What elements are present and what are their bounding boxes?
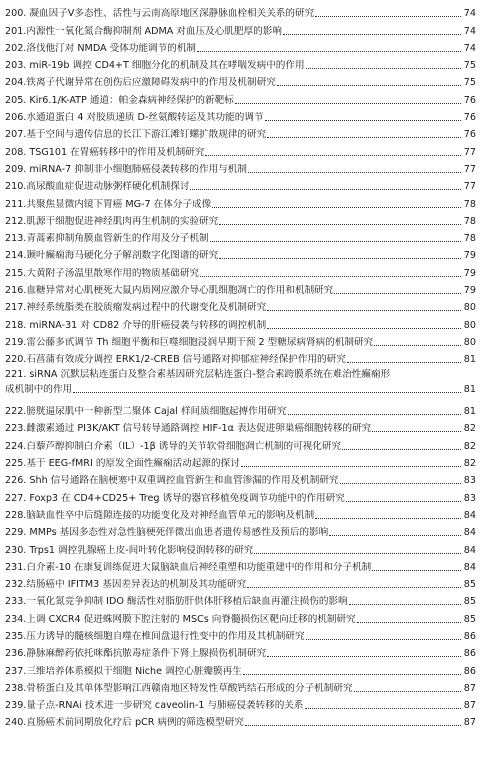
toc-entry-title: 220.石菖蒲有效成分调控 ERK1/2-CREB 信号通路对抑郁症神经保护作用的研究 bbox=[5, 354, 346, 366]
toc-entry-title: 203. miR-19b 调控 CD4+T 细胞分化的机制及其在哮喘发病中的作用 bbox=[5, 60, 305, 72]
toc-page-number: 85 bbox=[463, 613, 476, 625]
toc-entry-title: 201.内源性一氧化氮合酶抑制剂 ADMA 对血压及心肌肥厚的影响 bbox=[5, 25, 282, 37]
table-of-contents bbox=[5, 4, 476, 730]
toc-entry-title: 235.压力诱导的髓核细胞自噬在椎间盘退行性变中的作用及其机制研究 bbox=[5, 630, 305, 642]
toc-entry[interactable] bbox=[5, 367, 476, 402]
toc-entry-title: 229. MMPs 基因多态性对急性脑梗死伴微出血患者遗传易感性及预后的影响 bbox=[5, 527, 329, 539]
leader-dots bbox=[306, 68, 461, 69]
toc-entry-title: 200. 凝血因子Ⅴ多态性、活性与云南高原地区深静脉血栓相关关系的研究 bbox=[5, 8, 315, 20]
toc-entry[interactable] bbox=[5, 644, 476, 661]
leader-dots bbox=[235, 103, 461, 104]
toc-page-number: 86 bbox=[463, 630, 476, 642]
leader-dots bbox=[346, 501, 461, 502]
toc-entry[interactable] bbox=[5, 419, 476, 436]
toc-page-number: 79 bbox=[463, 285, 476, 297]
toc-entry-title: 221. siRNA 沉默层粘连蛋白及整合素基因研究层粘连蛋白-整合素跨膜系统在难治性癫痫形 bbox=[5, 369, 391, 381]
toc-page-number: 77 bbox=[463, 146, 476, 158]
toc-page-number: 85 bbox=[463, 596, 476, 608]
toc-entry-title: 202.洛伐他汀对 NMDA 受体功能调节的机制 bbox=[5, 42, 197, 54]
toc-page-number: 80 bbox=[463, 336, 476, 348]
toc-entry[interactable] bbox=[5, 592, 476, 609]
leader-dots bbox=[372, 570, 461, 571]
leader-dots bbox=[329, 535, 461, 536]
toc-page-number: 84 bbox=[463, 527, 476, 539]
toc-page-number: 82 bbox=[463, 440, 476, 452]
toc-entry[interactable] bbox=[5, 575, 476, 592]
toc-entry-title: 231.白介素-10 在康复训练促进大鼠脑缺血后神经重塑和功能重建中的作用和分子机制 bbox=[5, 561, 372, 573]
toc-entry-title: 232.结肠癌中 IFITM3 基因差异表达的机制及其功能研究 bbox=[5, 579, 247, 591]
toc-entry[interactable] bbox=[5, 315, 476, 332]
leader-dots bbox=[190, 189, 461, 190]
toc-page-number: 85 bbox=[463, 579, 476, 591]
leader-dots bbox=[200, 276, 461, 277]
leader-dots bbox=[315, 518, 461, 519]
toc-entry-title: 218. miRNA-31 对 CD82 介导的肝癌侵袭与转移的调控机制 bbox=[5, 319, 267, 331]
toc-entry-title: 210.高尿酸血症促进动脉粥样硬化机制探讨 bbox=[5, 181, 190, 193]
toc-entry-title: 236.静脉麻醉药依托咪酯抗脓毒症条件下肾上腺损伤机制研究 bbox=[5, 648, 267, 660]
toc-page-number: 78 bbox=[463, 233, 476, 245]
toc-entry[interactable] bbox=[5, 454, 476, 471]
toc-entry-title: 238.骨桥蛋白及其单体型影响江西赣南地区特发性草酸钙结石形成的分子机制研究 bbox=[5, 682, 353, 694]
leader-dots bbox=[247, 587, 461, 588]
toc-page-number: 79 bbox=[463, 250, 476, 262]
toc-entry-title: 222.膀胱逼尿肌中一种新型二聚体 Cajal 样间质细胞起搏作用研究 bbox=[5, 406, 287, 418]
toc-entry-title: 224.白藜芦醇抑制白介素（IL）-1β 诱导的关节软骨细胞凋亡机制的可视化研究 bbox=[5, 440, 342, 452]
toc-entry[interactable] bbox=[5, 471, 476, 488]
toc-entry[interactable] bbox=[5, 436, 476, 453]
toc-page-number: 81 bbox=[463, 384, 476, 396]
leader-dots bbox=[205, 155, 461, 156]
toc-entry-title: 228.脑缺血性卒中后缝隙连接的功能变化及对神经血管单元的影响及机制 bbox=[5, 509, 315, 521]
toc-page-number: 76 bbox=[463, 112, 476, 124]
toc-entry-title: 214.颞叶癫痫海马硬化分子解剖数字化图谱的研究 bbox=[5, 250, 219, 262]
toc-entry[interactable] bbox=[5, 263, 476, 280]
toc-entry[interactable] bbox=[5, 661, 476, 678]
toc-entry[interactable] bbox=[5, 125, 476, 142]
toc-entry[interactable] bbox=[5, 281, 476, 298]
toc-entry[interactable] bbox=[5, 39, 476, 56]
leader-dots bbox=[245, 725, 461, 726]
leader-dots bbox=[347, 362, 461, 363]
leader-dots bbox=[219, 224, 461, 225]
leader-dots bbox=[267, 310, 461, 311]
toc-page-number: 79 bbox=[463, 267, 476, 279]
toc-entry[interactable] bbox=[5, 229, 476, 246]
leader-dots bbox=[267, 328, 461, 329]
toc-entry-title: 233.一氧化氮竞争抑制 IDO 酶活性对脂肪肝供体肝移植后缺血再灌注损伤的影响 bbox=[5, 596, 348, 608]
toc-page-number: 86 bbox=[463, 665, 476, 677]
toc-page-number: 78 bbox=[463, 215, 476, 227]
toc-page-number: 81 bbox=[463, 406, 476, 418]
toc-page-number: 75 bbox=[463, 77, 476, 89]
toc-entry[interactable] bbox=[5, 333, 476, 350]
toc-entry[interactable] bbox=[5, 488, 476, 505]
toc-entry[interactable] bbox=[5, 4, 476, 21]
leader-dots bbox=[73, 392, 461, 393]
toc-entry-title: 208. TSG101 在胃癌转移中的作用及机制研究 bbox=[5, 146, 205, 158]
toc-page-number: 81 bbox=[463, 354, 476, 366]
toc-entry[interactable] bbox=[5, 696, 476, 713]
toc-entry-title: 239.量子点-RNAi 技术进一步研究 caveolin-1 与肺癌侵袭转移的关系 bbox=[5, 700, 304, 712]
toc-page-number: 82 bbox=[463, 458, 476, 470]
toc-page-number: 84 bbox=[463, 509, 476, 521]
toc-entry[interactable] bbox=[5, 73, 476, 90]
toc-entry[interactable] bbox=[5, 246, 476, 263]
toc-page-number: 74 bbox=[463, 42, 476, 54]
toc-entry-title: 217.神经系统脂类在胶质瘤发病过程中的代谢变化及机制研究 bbox=[5, 302, 267, 314]
leader-dots bbox=[243, 674, 461, 675]
toc-page-number: 84 bbox=[463, 544, 476, 556]
toc-entry-title: 225.基于 EEG-fMRI 的原发全面性癫痫活动起源的探讨 bbox=[5, 458, 240, 470]
toc-page-number: 80 bbox=[463, 319, 476, 331]
leader-dots bbox=[265, 120, 461, 121]
toc-page-number: 83 bbox=[463, 475, 476, 487]
leader-dots bbox=[340, 483, 461, 484]
leader-dots bbox=[357, 622, 461, 623]
toc-entry-title: 207.基于空间与遗传信息的长江下游江滩钉螺扩散规律的研究 bbox=[5, 129, 267, 141]
toc-entry[interactable] bbox=[5, 108, 476, 125]
leader-dots bbox=[349, 604, 461, 605]
toc-entry-title-continued: 成机制中的作用 bbox=[5, 384, 73, 396]
toc-page-number: 74 bbox=[463, 25, 476, 37]
toc-entry[interactable] bbox=[5, 627, 476, 644]
toc-page-number: 77 bbox=[463, 181, 476, 193]
leader-dots bbox=[283, 34, 461, 35]
leader-dots bbox=[197, 51, 461, 52]
leader-dots bbox=[334, 293, 461, 294]
toc-page-number: 83 bbox=[463, 492, 476, 504]
leader-dots bbox=[267, 656, 461, 657]
leader-dots bbox=[305, 708, 462, 709]
toc-entry[interactable] bbox=[5, 713, 476, 730]
toc-page-number: 87 bbox=[463, 682, 476, 694]
toc-entry-title: 227. Foxp3 在 CD4+CD25+ Treg 诱导的器官移植免疫调节功能中的作用研究 bbox=[5, 492, 345, 504]
toc-entry-title: 215.大黄附子汤温里散寒作用的物质基础研究 bbox=[5, 267, 200, 279]
toc-entry[interactable] bbox=[5, 558, 476, 575]
toc-entry[interactable] bbox=[5, 506, 476, 523]
toc-entry-title: 223.雌激素通过 PI3K/AKT 信号转导通路调控 HIF-1α 表达促进卵巢癌细胞转移的研究 bbox=[5, 423, 372, 435]
toc-page-number: 74 bbox=[463, 8, 476, 20]
toc-entry[interactable] bbox=[5, 523, 476, 540]
toc-entry[interactable] bbox=[5, 540, 476, 557]
leader-dots bbox=[212, 207, 461, 208]
leader-dots bbox=[354, 691, 461, 692]
toc-entry-title: 219.雷公藤多甙调节 Th 细胞平衡和巨噬细胞浸润早期干预 2 型糖尿病肾病的机制研究 bbox=[5, 336, 374, 348]
toc-page-number: 87 bbox=[463, 700, 476, 712]
leader-dots bbox=[342, 449, 461, 450]
leader-dots bbox=[315, 16, 461, 17]
toc-page-number: 76 bbox=[463, 94, 476, 106]
toc-page-number: 80 bbox=[463, 302, 476, 314]
toc-entry-title: 230. Trps1 调控乳腺癌上皮-间叶转化影响侵润转移的研究 bbox=[5, 544, 254, 556]
toc-page-number: 87 bbox=[463, 717, 476, 729]
leader-dots bbox=[241, 466, 461, 467]
toc-entry[interactable] bbox=[5, 350, 476, 367]
toc-entry[interactable] bbox=[5, 142, 476, 159]
toc-entry[interactable] bbox=[5, 194, 476, 211]
leader-dots bbox=[288, 414, 462, 415]
leader-dots bbox=[277, 85, 461, 86]
toc-entry-title: 234.上调 CXCR4 促进蛛网膜下腔注射的 MSCs 向脊髓损伤区靶向迁移的机制研究 bbox=[5, 613, 356, 625]
toc-entry-title: 237.三维培养体系模拟干细胞 Niche 调控心脏瓣膜再生 bbox=[5, 665, 242, 677]
leader-dots bbox=[210, 241, 461, 242]
toc-entry-title: 209. miRNA-7 抑制非小细胞肺癌侵袭转移的作用与机制 bbox=[5, 163, 247, 175]
toc-page-number: 86 bbox=[463, 648, 476, 660]
leader-dots bbox=[219, 258, 461, 259]
toc-page-number: 75 bbox=[463, 60, 476, 72]
leader-dots bbox=[306, 639, 461, 640]
toc-entry[interactable] bbox=[5, 679, 476, 696]
toc-entry-title: 212.肌源干细胞促进神经肌肉再生机制的实验研究 bbox=[5, 215, 219, 227]
toc-entry[interactable] bbox=[5, 298, 476, 315]
toc-entry-title: 226. Shh 信号通路在脑梗塞中双重调控血管新生和血管渗漏的作用及机制研究 bbox=[5, 475, 339, 487]
toc-entry-title: 206.水通道蛋白 4 对胶质递质 D-丝氨酸转运及其功能的调节 bbox=[5, 112, 264, 124]
toc-entry[interactable] bbox=[5, 56, 476, 73]
leader-dots bbox=[254, 553, 461, 554]
toc-entry[interactable] bbox=[5, 402, 476, 419]
toc-page-number: 76 bbox=[463, 129, 476, 141]
toc-entry[interactable] bbox=[5, 609, 476, 626]
leader-dots bbox=[372, 431, 461, 432]
toc-entry-title: 216.血糖异常对心肌梗死大鼠内质网应激介导心肌细胞凋亡的作用和机制研究 bbox=[5, 285, 334, 297]
toc-entry-title: 213.青蒿素抑制角膜血管新生的作用及分子机制 bbox=[5, 233, 209, 245]
toc-page-number: 82 bbox=[463, 423, 476, 435]
toc-entry-title: 205. Kir6.1/K-ATP 通道：帕金森病神经保护的新靶标 bbox=[5, 94, 234, 106]
toc-page-number: 84 bbox=[463, 561, 476, 573]
toc-entry-title: 211.共聚焦显微内镜下胃癌 MG-7 在体分子成像 bbox=[5, 198, 212, 210]
toc-entry[interactable] bbox=[5, 212, 476, 229]
toc-entry[interactable] bbox=[5, 177, 476, 194]
toc-entry-title: 240.直肠癌术前同期放化疗后 pCR 病例的筛选模型研究 bbox=[5, 717, 244, 729]
toc-entry-title: 204.铁离子代谢异常在创伤后应激障碍发病中的作用及机制研究 bbox=[5, 77, 276, 89]
leader-dots bbox=[248, 172, 461, 173]
toc-page-number: 77 bbox=[463, 163, 476, 175]
toc-entry[interactable] bbox=[5, 160, 476, 177]
toc-page-number: 78 bbox=[463, 198, 476, 210]
toc-entry[interactable] bbox=[5, 90, 476, 107]
leader-dots bbox=[374, 345, 461, 346]
leader-dots bbox=[267, 137, 461, 138]
toc-entry[interactable] bbox=[5, 21, 476, 38]
